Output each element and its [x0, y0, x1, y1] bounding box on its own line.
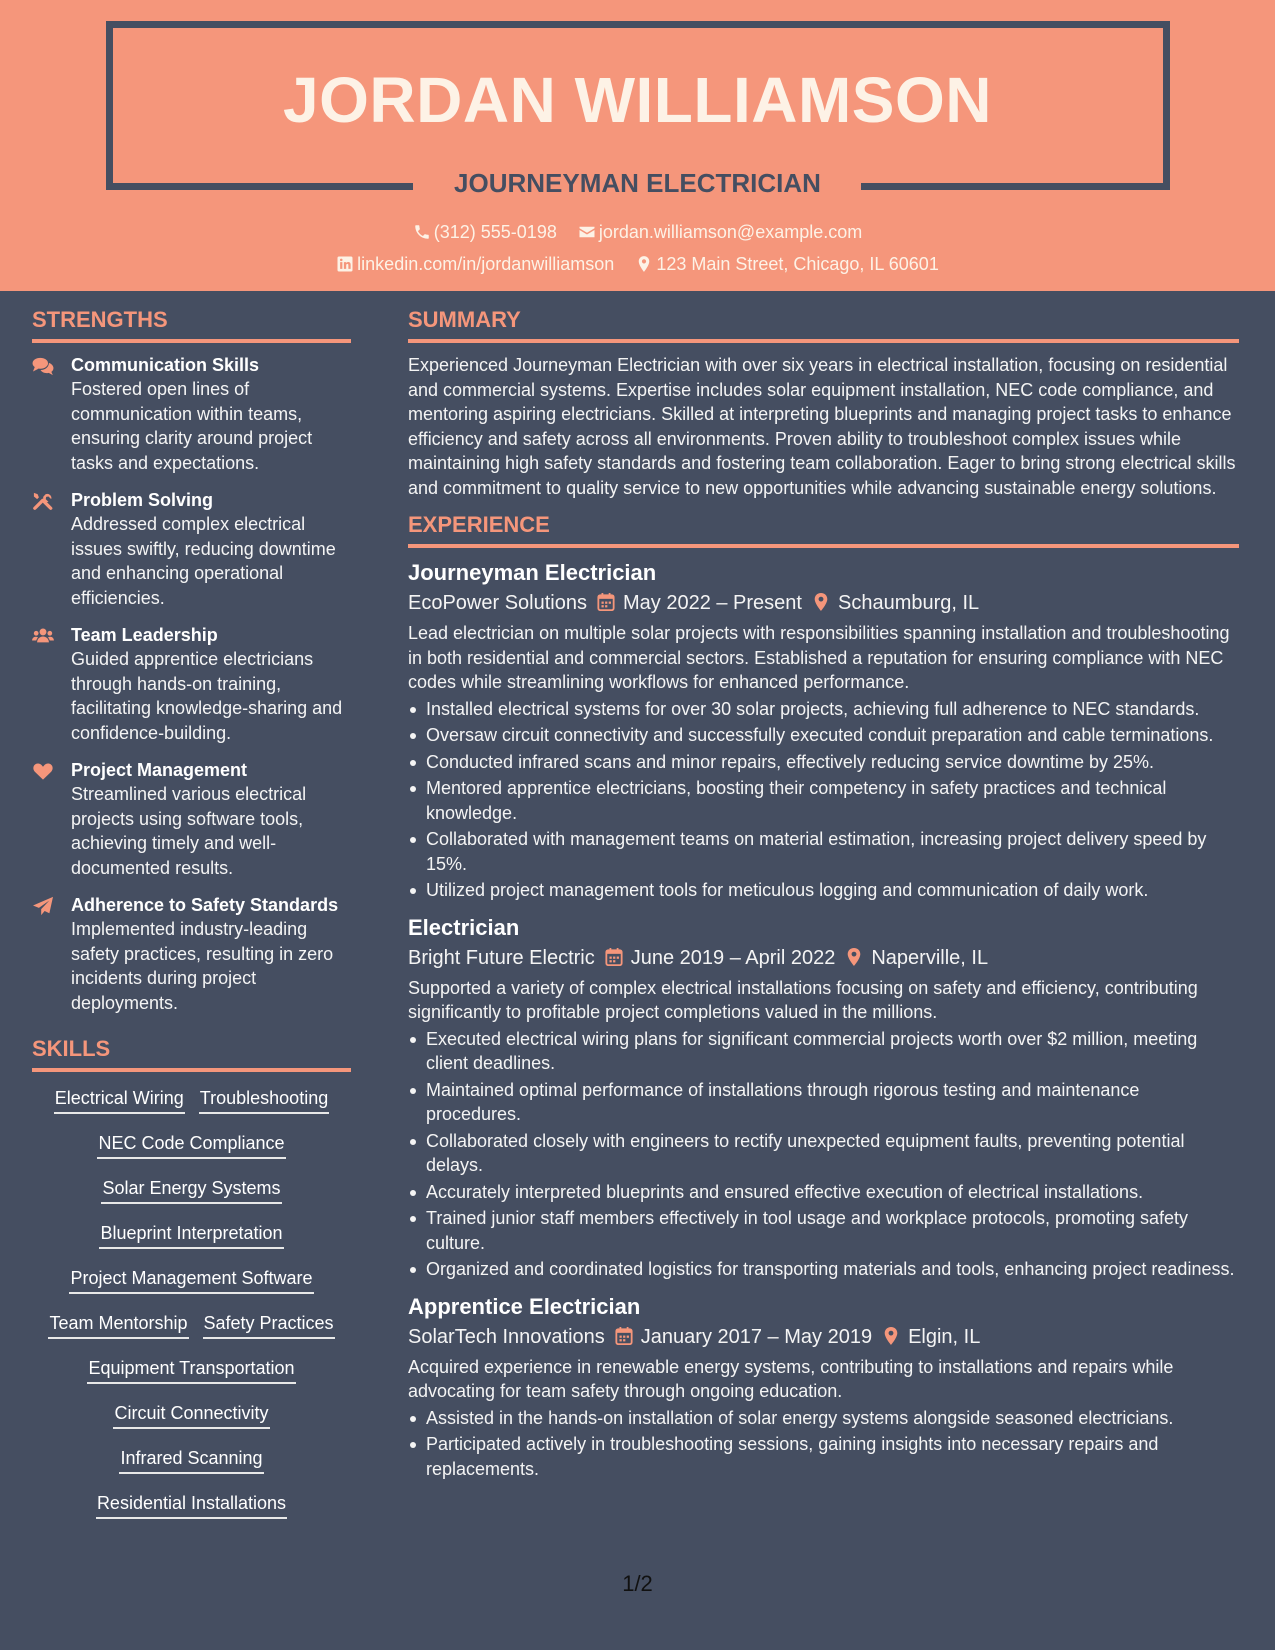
skills-section	[32, 1034, 351, 1519]
company-name: Bright Future Electric	[408, 946, 595, 969]
job-title: Apprentice Electrician	[408, 1293, 641, 1319]
job-bullets	[408, 697, 1239, 903]
bullet-item: Executed electrical wiring plans for significant commercial projects worth over $2 million, meeting client deadlines.	[408, 1027, 1239, 1076]
job-entry	[408, 558, 1239, 903]
skill-tag: Solar Energy Systems	[101, 1176, 281, 1204]
summary-heading: SUMMARY	[408, 305, 1239, 343]
calendar-icon	[615, 1326, 633, 1346]
bullet-item: Oversaw circuit connectivity and successfully executed conduit preparation and cable terminations.	[408, 723, 1239, 748]
left-column	[32, 305, 351, 1536]
strength-name: Project Management	[71, 760, 248, 780]
bullet-item: Collaborated closely with engineers to rectify unexpected equipment faults, preventing potential delays.	[408, 1129, 1239, 1178]
job-meta	[408, 943, 1239, 973]
calendar-icon	[605, 947, 623, 967]
skill-tag: Infrared Scanning	[119, 1446, 263, 1474]
skill-tag: Blueprint Interpretation	[99, 1221, 283, 1249]
bullet-item: Collaborated with management teams on material estimation, increasing project delivery speed by 15%.	[408, 827, 1239, 876]
company-name: EcoPower Solutions	[408, 592, 587, 614]
envelope-icon	[578, 223, 596, 241]
skill-tag: Electrical Wiring	[54, 1086, 185, 1114]
heart-icon	[32, 761, 54, 781]
linkedin-text: linkedin.com/in/jordanwilliamson	[357, 254, 615, 274]
phone-icon	[413, 223, 431, 241]
bullet-item: Maintained optimal performance of installations through rigorous testing and maintenance procedures.	[408, 1078, 1239, 1127]
company-name: SolarTech Innovations	[408, 1325, 605, 1348]
strength-item	[32, 758, 351, 880]
job-dates: June 2019 – April 2022	[630, 946, 836, 969]
comments-icon	[32, 356, 54, 376]
job-bullets	[408, 1406, 1239, 1482]
skills-heading: SKILLS	[32, 1034, 351, 1072]
skill-tag: Team Mentorship	[48, 1311, 188, 1339]
skill-tag: Safety Practices	[203, 1311, 335, 1339]
strength-item	[32, 893, 351, 1015]
address-text: 123 Main Street, Chicago, IL 60601	[656, 254, 939, 274]
calendar-icon	[597, 592, 615, 612]
email-contact[interactable]	[578, 220, 862, 244]
job-dates: May 2022 – Present	[622, 592, 802, 614]
email-text: jordan.williamson@example.com	[598, 222, 863, 242]
strength-item	[32, 353, 351, 475]
job-list	[408, 558, 1239, 1481]
right-column	[408, 305, 1239, 1491]
bullet-item: Participated actively in troubleshooting sessions, gaining insights into necessary repairs and replacements.	[408, 1432, 1239, 1481]
tools-icon	[32, 491, 54, 511]
strength-name: Problem Solving	[71, 490, 214, 510]
job-location: Elgin, IL	[908, 1325, 981, 1348]
bullet-item: Organized and coordinated logistics for transporting materials and tools, enhancing project readiness.	[408, 1257, 1239, 1282]
skill-tag: Circuit Connectivity	[113, 1401, 269, 1429]
resume-header	[0, 0, 1275, 291]
job-location: Naperville, IL	[871, 946, 989, 969]
strength-description: Fostered open lines of communication within teams, ensuring clarity around project tasks and expectations.	[71, 379, 313, 473]
contact-row	[0, 252, 1275, 276]
strength-description: Streamlined various electrical projects using software tools, achieving timely and well-documented results.	[71, 784, 307, 878]
strength-item	[32, 488, 351, 610]
address-contact	[635, 252, 939, 276]
strengths-heading: STRENGTHS	[32, 305, 351, 343]
skill-tag: Project Management Software	[69, 1266, 313, 1294]
bullet-item: Utilized project management tools for meticulous logging and communication of daily work.	[408, 878, 1239, 903]
job-entry	[408, 1292, 1239, 1482]
experience-section	[408, 510, 1239, 1481]
job-title-heading: JOURNEYMAN ELECTRICIAN	[454, 168, 821, 198]
strength-name: Communication Skills	[71, 355, 260, 375]
page-number: 1/2	[622, 1571, 653, 1596]
job-location: Schaumburg, IL	[837, 592, 980, 614]
linkedin-contact[interactable]	[336, 252, 614, 276]
job-title: Journeyman Electrician	[408, 560, 657, 585]
skill-tag: Troubleshooting	[199, 1086, 329, 1114]
phone-contact[interactable]	[413, 220, 557, 244]
skill-tag: NEC Code Compliance	[97, 1131, 285, 1159]
job-description: Acquired experience in renewable energy systems, contributing to installations and repairs while advocating for team safety through ongoing education.	[408, 1356, 1174, 1401]
experience-heading: EXPERIENCE	[408, 510, 1239, 548]
job-title: Electrician	[408, 914, 520, 940]
strength-item	[32, 623, 351, 745]
bullet-item: Installed electrical systems for over 30 solar projects, achieving full adherence to NEC standards.	[408, 697, 1239, 722]
map-marker-icon	[845, 947, 863, 967]
skill-tag: Equipment Transportation	[87, 1356, 295, 1384]
strength-name: Team Leadership	[71, 625, 218, 645]
strength-description: Guided apprentice electricians through hands-on training, facilitating knowledge-sharing and confidence-building.	[71, 649, 343, 743]
bullet-item: Conducted infrared scans and minor repairs, effectively reducing service downtime by 25%.	[408, 750, 1239, 775]
candidate-name: JORDAN WILLIAMSON	[283, 64, 992, 136]
bullet-item: Trained junior staff members effectively in tool usage and workplace protocols, promoting safety culture.	[408, 1206, 1239, 1255]
job-meta	[408, 1322, 1239, 1352]
strength-name: Adherence to Safety Standards	[71, 895, 339, 915]
bullet-item: Assisted in the hands-on installation of solar energy systems alongside seasoned electricians.	[408, 1406, 1239, 1431]
map-marker-icon	[812, 592, 830, 612]
skill-tag: Residential Installations	[96, 1491, 287, 1519]
job-description: Supported a variety of complex electrical installations focusing on safety and efficiency, contributing significantly to profitable project completions valued in the millions.	[408, 977, 1198, 1022]
phone-text: (312) 555-0198	[433, 222, 557, 242]
job-description: Lead electrician on multiple solar projects with responsibilities spanning installation and troubleshooting in both residential and commercial sectors. Established a reputation for ensuring compliance with NEC codes while streamlining workflows for enhanced performance.	[408, 623, 1230, 692]
strength-description: Addressed complex electrical issues swiftly, reducing downtime and enhancing operational efficiencies.	[71, 514, 336, 608]
map-marker-icon	[882, 1326, 900, 1346]
map-marker-icon	[635, 255, 653, 273]
users-icon	[32, 626, 54, 646]
linkedin-icon	[336, 255, 354, 273]
job-entry	[408, 913, 1239, 1282]
summary-text: Experienced Journeyman Electrician with over six years in electrical installation, focusing on residential and commercial systems. Expertise includes solar equipment installation, NEC code compliance, and mentoring aspiring electricians. Skilled at interpreting blueprints and managing project tasks to enhance efficiency and safety across all environments. Proven ability to troubleshoot complex issues while maintaining high safety standards and fostering team collaboration. Eager to bring strong electrical skills and commitment to quality service to new opportunities while advancing sustainable energy solutions.	[408, 355, 1236, 498]
strength-description: Implemented industry-leading safety practices, resulting in zero incidents during project deployments.	[71, 919, 334, 1013]
job-meta	[408, 588, 1239, 618]
job-bullets	[408, 1027, 1239, 1282]
contact-row	[0, 220, 1275, 244]
job-dates: January 2017 – May 2019	[640, 1325, 873, 1348]
bullet-item: Accurately interpreted blueprints and ensured effective execution of electrical installations.	[408, 1180, 1239, 1205]
skills-list	[32, 1082, 351, 1519]
bullet-item: Mentored apprentice electricians, boosting their competency in safety practices and technical knowledge.	[408, 776, 1239, 825]
paper-plane-icon	[32, 896, 54, 916]
